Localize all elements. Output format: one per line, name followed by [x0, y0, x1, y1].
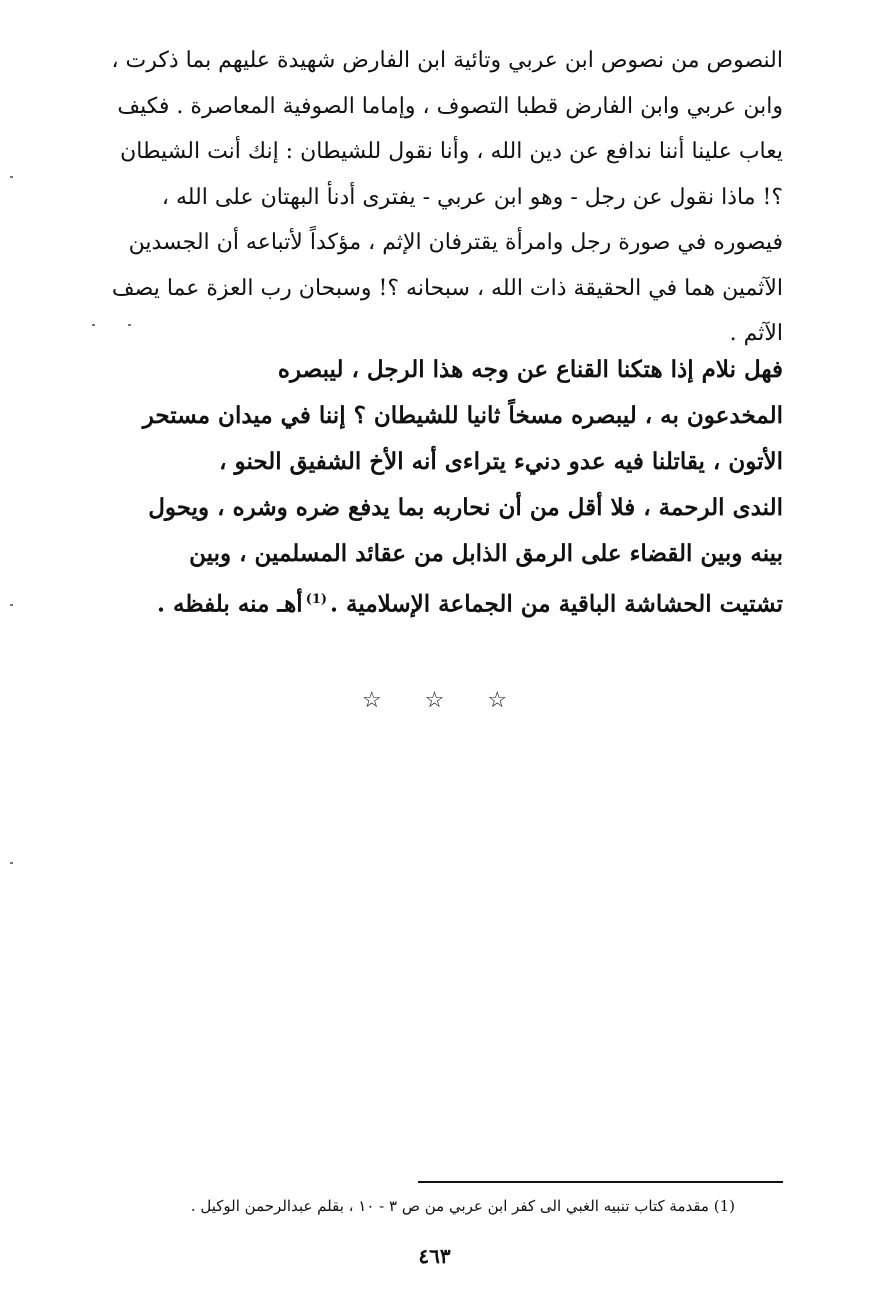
paragraph-line-text: تشتيت الحشاشة الباقية من الجماعة الإسلامية .	[330, 590, 783, 618]
paragraph-line-text: أهـ منه بلفظه .	[156, 590, 303, 618]
footnote-text: (1) مقدمة كتاب تنبيه الغبي الى كفر ابن عربي من ص ٣ - ١٠ ، بقلم عبدالرحمن الوكيل .	[190, 1197, 735, 1215]
scan-speck	[10, 604, 13, 606]
paragraph-line: بينه وبين القضاء على الرمق الذابل من عقائد المسلمين ، وبين	[189, 540, 783, 567]
footnote-reference[interactable]: (1)	[305, 592, 328, 607]
star-icon: ☆	[424, 688, 445, 713]
paragraph-line: النصوص من نصوص ابن عربي وتائية ابن الفارض شهيدة عليهم بما ذكرت ،	[111, 48, 783, 73]
section-separator	[0, 688, 869, 713]
scan-speck	[10, 176, 13, 178]
paragraph-line: وابن عربي وابن الفارض قطبا التصوف ، وإماما الصوفية المعاصرة . فكيف	[117, 93, 783, 119]
paragraph-line: الآثمين هما في الحقيقة ذات الله ، سبحانه ؟! وسبحان رب العزة عما يصف	[111, 275, 783, 301]
paragraph-last-line	[78, 577, 783, 628]
paragraph-1	[78, 38, 783, 357]
paragraph-line: المخدعون به ، ليبصره مسخاً ثانيا للشيطان ؟ إننا في ميدان مستحر	[142, 402, 783, 429]
paragraph-line: الأتون ، يقاتلنا فيه عدو دنيء يتراءى أنه الأخ الشفيق الحنو ،	[219, 448, 783, 475]
footnote-divider	[418, 1181, 783, 1183]
paragraph-line: فهل نلام إذا هتكنا القناع عن وجه هذا الرجل ، ليبصره	[277, 356, 783, 383]
paragraph-line: يعاب علينا أننا ندافع عن دين الله ، وأنا نقول للشيطان : إنك أنت الشيطان	[120, 139, 783, 164]
scan-speck	[10, 862, 13, 864]
paragraph-line: فيصوره في صورة رجل وامرأة يقترفان الإثم ، مؤكداً لأتباعه أن الجسدين	[128, 230, 783, 255]
star-icon: ☆	[361, 688, 382, 713]
paragraph-line: ؟! ماذا نقول عن رجل - وهو ابن عربي - يفترى أدنأ البهتان على الله ،	[161, 184, 783, 210]
paragraph-line: الندى الرحمة ، فلا أقل من أن نحاربه بما يدفع ضره وشره ، ويحول	[148, 494, 783, 521]
page-number: ٤٦٣	[418, 1244, 451, 1268]
scan-speck	[92, 324, 95, 326]
paragraph-line: الآثم .	[729, 321, 783, 346]
scan-speck	[128, 324, 131, 326]
star-icon: ☆	[487, 688, 508, 713]
paragraph-2	[78, 347, 783, 628]
